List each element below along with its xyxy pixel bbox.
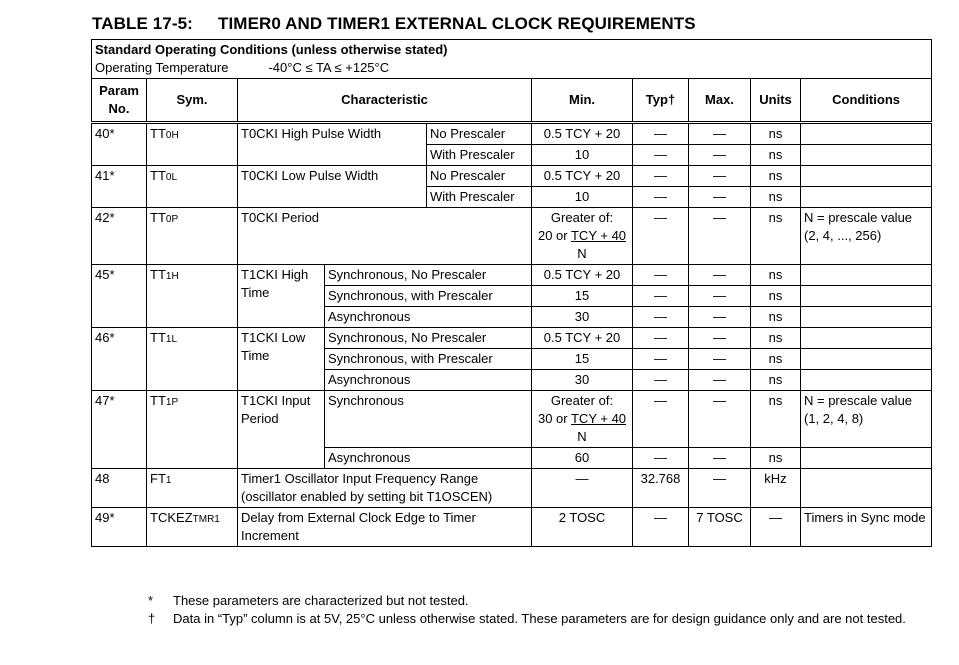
sym-cell: TT0L xyxy=(147,166,238,208)
min-cell: 0.5 TCY + 20 xyxy=(532,328,633,349)
units-cell: ns xyxy=(751,328,801,349)
units-cell: ns xyxy=(751,448,801,469)
note-text: Data in “Typ” column is at 5V, 25°C unless otherwise stated. These parameters are for design guidance only and are not tested. xyxy=(173,611,906,626)
max-cell: — xyxy=(689,469,751,508)
sym-cell: TCKEZTMR1 xyxy=(147,508,238,547)
header-conditions: Conditions xyxy=(801,79,932,123)
sub-characteristic-cell: No Prescaler xyxy=(427,166,532,187)
standard-conditions-text: Standard Operating Conditions (unless otherwise stated) xyxy=(95,42,448,57)
sub-characteristic-cell: Asynchronous xyxy=(325,307,532,328)
conditions-cell: N = prescale value (1, 2, 4, 8) xyxy=(801,391,932,448)
characteristic-cell: T1CKI Low Time xyxy=(238,328,325,391)
characteristic-cell: Timer1 Oscillator Input Frequency Range (oscillator enabled by setting bit T1OSCEN) xyxy=(238,469,532,508)
sub-characteristic-cell: Synchronous, with Prescaler xyxy=(325,349,532,370)
characteristic-cell: T0CKI Period xyxy=(238,208,532,265)
clock-requirements-table xyxy=(91,39,932,547)
header-row xyxy=(92,79,932,123)
param-cell: 48 xyxy=(92,469,147,508)
units-cell: ns xyxy=(751,391,801,448)
units-cell: ns xyxy=(751,349,801,370)
sub-characteristic-cell: With Prescaler xyxy=(427,145,532,166)
note-text: These parameters are characterized but not tested. xyxy=(173,593,469,608)
typ-cell: — xyxy=(633,349,689,370)
header-typ: Typ† xyxy=(633,79,689,123)
param-cell: 46* xyxy=(92,328,147,391)
max-cell: — xyxy=(689,370,751,391)
conditions-cell xyxy=(801,166,932,187)
table-row xyxy=(92,166,932,187)
units-cell: ns xyxy=(751,166,801,187)
max-cell: — xyxy=(689,123,751,145)
units-cell: ns xyxy=(751,187,801,208)
conditions-cell xyxy=(801,265,932,286)
sym-cell: FT1 xyxy=(147,469,238,508)
param-cell: 45* xyxy=(92,265,147,328)
max-cell: — xyxy=(689,391,751,448)
max-cell: — xyxy=(689,265,751,286)
min-cell: 60 xyxy=(532,448,633,469)
typ-cell: — xyxy=(633,448,689,469)
param-cell: 42* xyxy=(92,208,147,265)
sub-characteristic-cell: Asynchronous xyxy=(325,370,532,391)
typ-cell: — xyxy=(633,166,689,187)
table-name: TIMER0 AND TIMER1 EXTERNAL CLOCK REQUIREMENTS xyxy=(218,14,696,33)
note-item xyxy=(146,610,936,628)
table-row xyxy=(92,469,932,508)
typ-cell: — xyxy=(633,307,689,328)
sym-cell: TT1L xyxy=(147,328,238,391)
conditions-cell xyxy=(801,145,932,166)
note-item xyxy=(146,592,936,610)
param-cell: 41* xyxy=(92,166,147,208)
units-cell: ns xyxy=(751,123,801,145)
sub-characteristic-cell: Synchronous, No Prescaler xyxy=(325,265,532,286)
units-cell: ns xyxy=(751,307,801,328)
units-cell: ns xyxy=(751,370,801,391)
min-cell: 15 xyxy=(532,286,633,307)
min-cell: 0.5 TCY + 20 xyxy=(532,123,633,145)
conditions-cell xyxy=(801,187,932,208)
sub-characteristic-cell: No Prescaler xyxy=(427,123,532,145)
param-cell: 49* xyxy=(92,508,147,547)
units-cell: — xyxy=(751,508,801,547)
min-cell: 15 xyxy=(532,349,633,370)
param-cell: 40* xyxy=(92,123,147,166)
table-row xyxy=(92,328,932,349)
typ-cell: — xyxy=(633,391,689,448)
sub-characteristic-cell: Synchronous, No Prescaler xyxy=(325,328,532,349)
min-cell: 10 xyxy=(532,145,633,166)
min-cell: 30 xyxy=(532,307,633,328)
min-cell: Greater of: 30 or TCY + 40 N xyxy=(532,391,633,448)
conditions-cell: Timers in Sync mode xyxy=(801,508,932,547)
conditions-cell xyxy=(801,448,932,469)
table-number: TABLE 17-5: xyxy=(92,14,193,33)
typ-cell: 32.768 xyxy=(633,469,689,508)
max-cell: — xyxy=(689,208,751,265)
operating-temp-label: Operating Temperature xyxy=(95,60,229,75)
characteristic-cell: T0CKI High Pulse Width xyxy=(238,123,427,166)
note-symbol: * xyxy=(148,593,154,608)
typ-cell: — xyxy=(633,328,689,349)
conditions-cell xyxy=(801,349,932,370)
sym-cell: TT1H xyxy=(147,265,238,328)
conditions-cell xyxy=(801,328,932,349)
min-cell: — xyxy=(532,469,633,508)
table-row xyxy=(92,508,932,547)
operating-conditions xyxy=(92,40,932,79)
typ-cell: — xyxy=(633,286,689,307)
min-cell: 2 TOSC xyxy=(532,508,633,547)
max-cell: — xyxy=(689,166,751,187)
characteristic-cell: T0CKI Low Pulse Width xyxy=(238,166,427,208)
min-cell: 0.5 TCY + 20 xyxy=(532,166,633,187)
units-cell: ns xyxy=(751,265,801,286)
sym-cell: TT0H xyxy=(147,123,238,166)
header-sym: Sym. xyxy=(147,79,238,123)
min-cell: Greater of: 20 or TCY + 40 N xyxy=(532,208,633,265)
operating-conditions-row xyxy=(92,40,932,79)
conditions-cell xyxy=(801,469,932,508)
sub-characteristic-cell: Asynchronous xyxy=(325,448,532,469)
header-param: Param No. xyxy=(92,79,147,123)
typ-cell: — xyxy=(633,123,689,145)
max-cell: — xyxy=(689,187,751,208)
max-cell: 7 TOSC xyxy=(689,508,751,547)
table-row xyxy=(92,391,932,448)
max-cell: — xyxy=(689,448,751,469)
min-cell: 0.5 TCY + 20 xyxy=(532,265,633,286)
max-cell: — xyxy=(689,328,751,349)
table-row xyxy=(92,208,932,265)
conditions-cell xyxy=(801,307,932,328)
param-cell: 47* xyxy=(92,391,147,469)
typ-cell: — xyxy=(633,370,689,391)
typ-cell: — xyxy=(633,508,689,547)
max-cell: — xyxy=(689,307,751,328)
max-cell: — xyxy=(689,145,751,166)
table-row xyxy=(92,265,932,286)
min-cell: 30 xyxy=(532,370,633,391)
typ-cell: — xyxy=(633,208,689,265)
note-symbol: † xyxy=(148,611,156,626)
table-title xyxy=(92,14,696,34)
max-cell: — xyxy=(689,349,751,370)
sub-characteristic-cell: With Prescaler xyxy=(427,187,532,208)
characteristic-cell: T1CKI Input Period xyxy=(238,391,325,469)
characteristic-cell: T1CKI High Time xyxy=(238,265,325,328)
header-characteristic: Characteristic xyxy=(238,79,532,123)
units-cell: ns xyxy=(751,145,801,166)
sub-characteristic-cell: Synchronous, with Prescaler xyxy=(325,286,532,307)
max-cell: — xyxy=(689,286,751,307)
sym-cell: TT0P xyxy=(147,208,238,265)
sub-characteristic-cell: Synchronous xyxy=(325,391,532,448)
units-cell: kHz xyxy=(751,469,801,508)
characteristic-cell: Delay from External Clock Edge to Timer Increment xyxy=(238,508,532,547)
conditions-cell: N = prescale value (2, 4, ..., 256) xyxy=(801,208,932,265)
sym-cell: TT1P xyxy=(147,391,238,469)
operating-temp-value: -40°C ≤ TA ≤ +125°C xyxy=(268,60,390,75)
conditions-cell xyxy=(801,286,932,307)
conditions-cell xyxy=(801,123,932,145)
units-cell: ns xyxy=(751,286,801,307)
units-cell: ns xyxy=(751,208,801,265)
typ-cell: — xyxy=(633,145,689,166)
min-cell: 10 xyxy=(532,187,633,208)
header-min: Min. xyxy=(532,79,633,123)
table-notes xyxy=(146,592,936,628)
conditions-cell xyxy=(801,370,932,391)
typ-cell: — xyxy=(633,187,689,208)
header-units: Units xyxy=(751,79,801,123)
table-row xyxy=(92,123,932,145)
header-max: Max. xyxy=(689,79,751,123)
typ-cell: — xyxy=(633,265,689,286)
